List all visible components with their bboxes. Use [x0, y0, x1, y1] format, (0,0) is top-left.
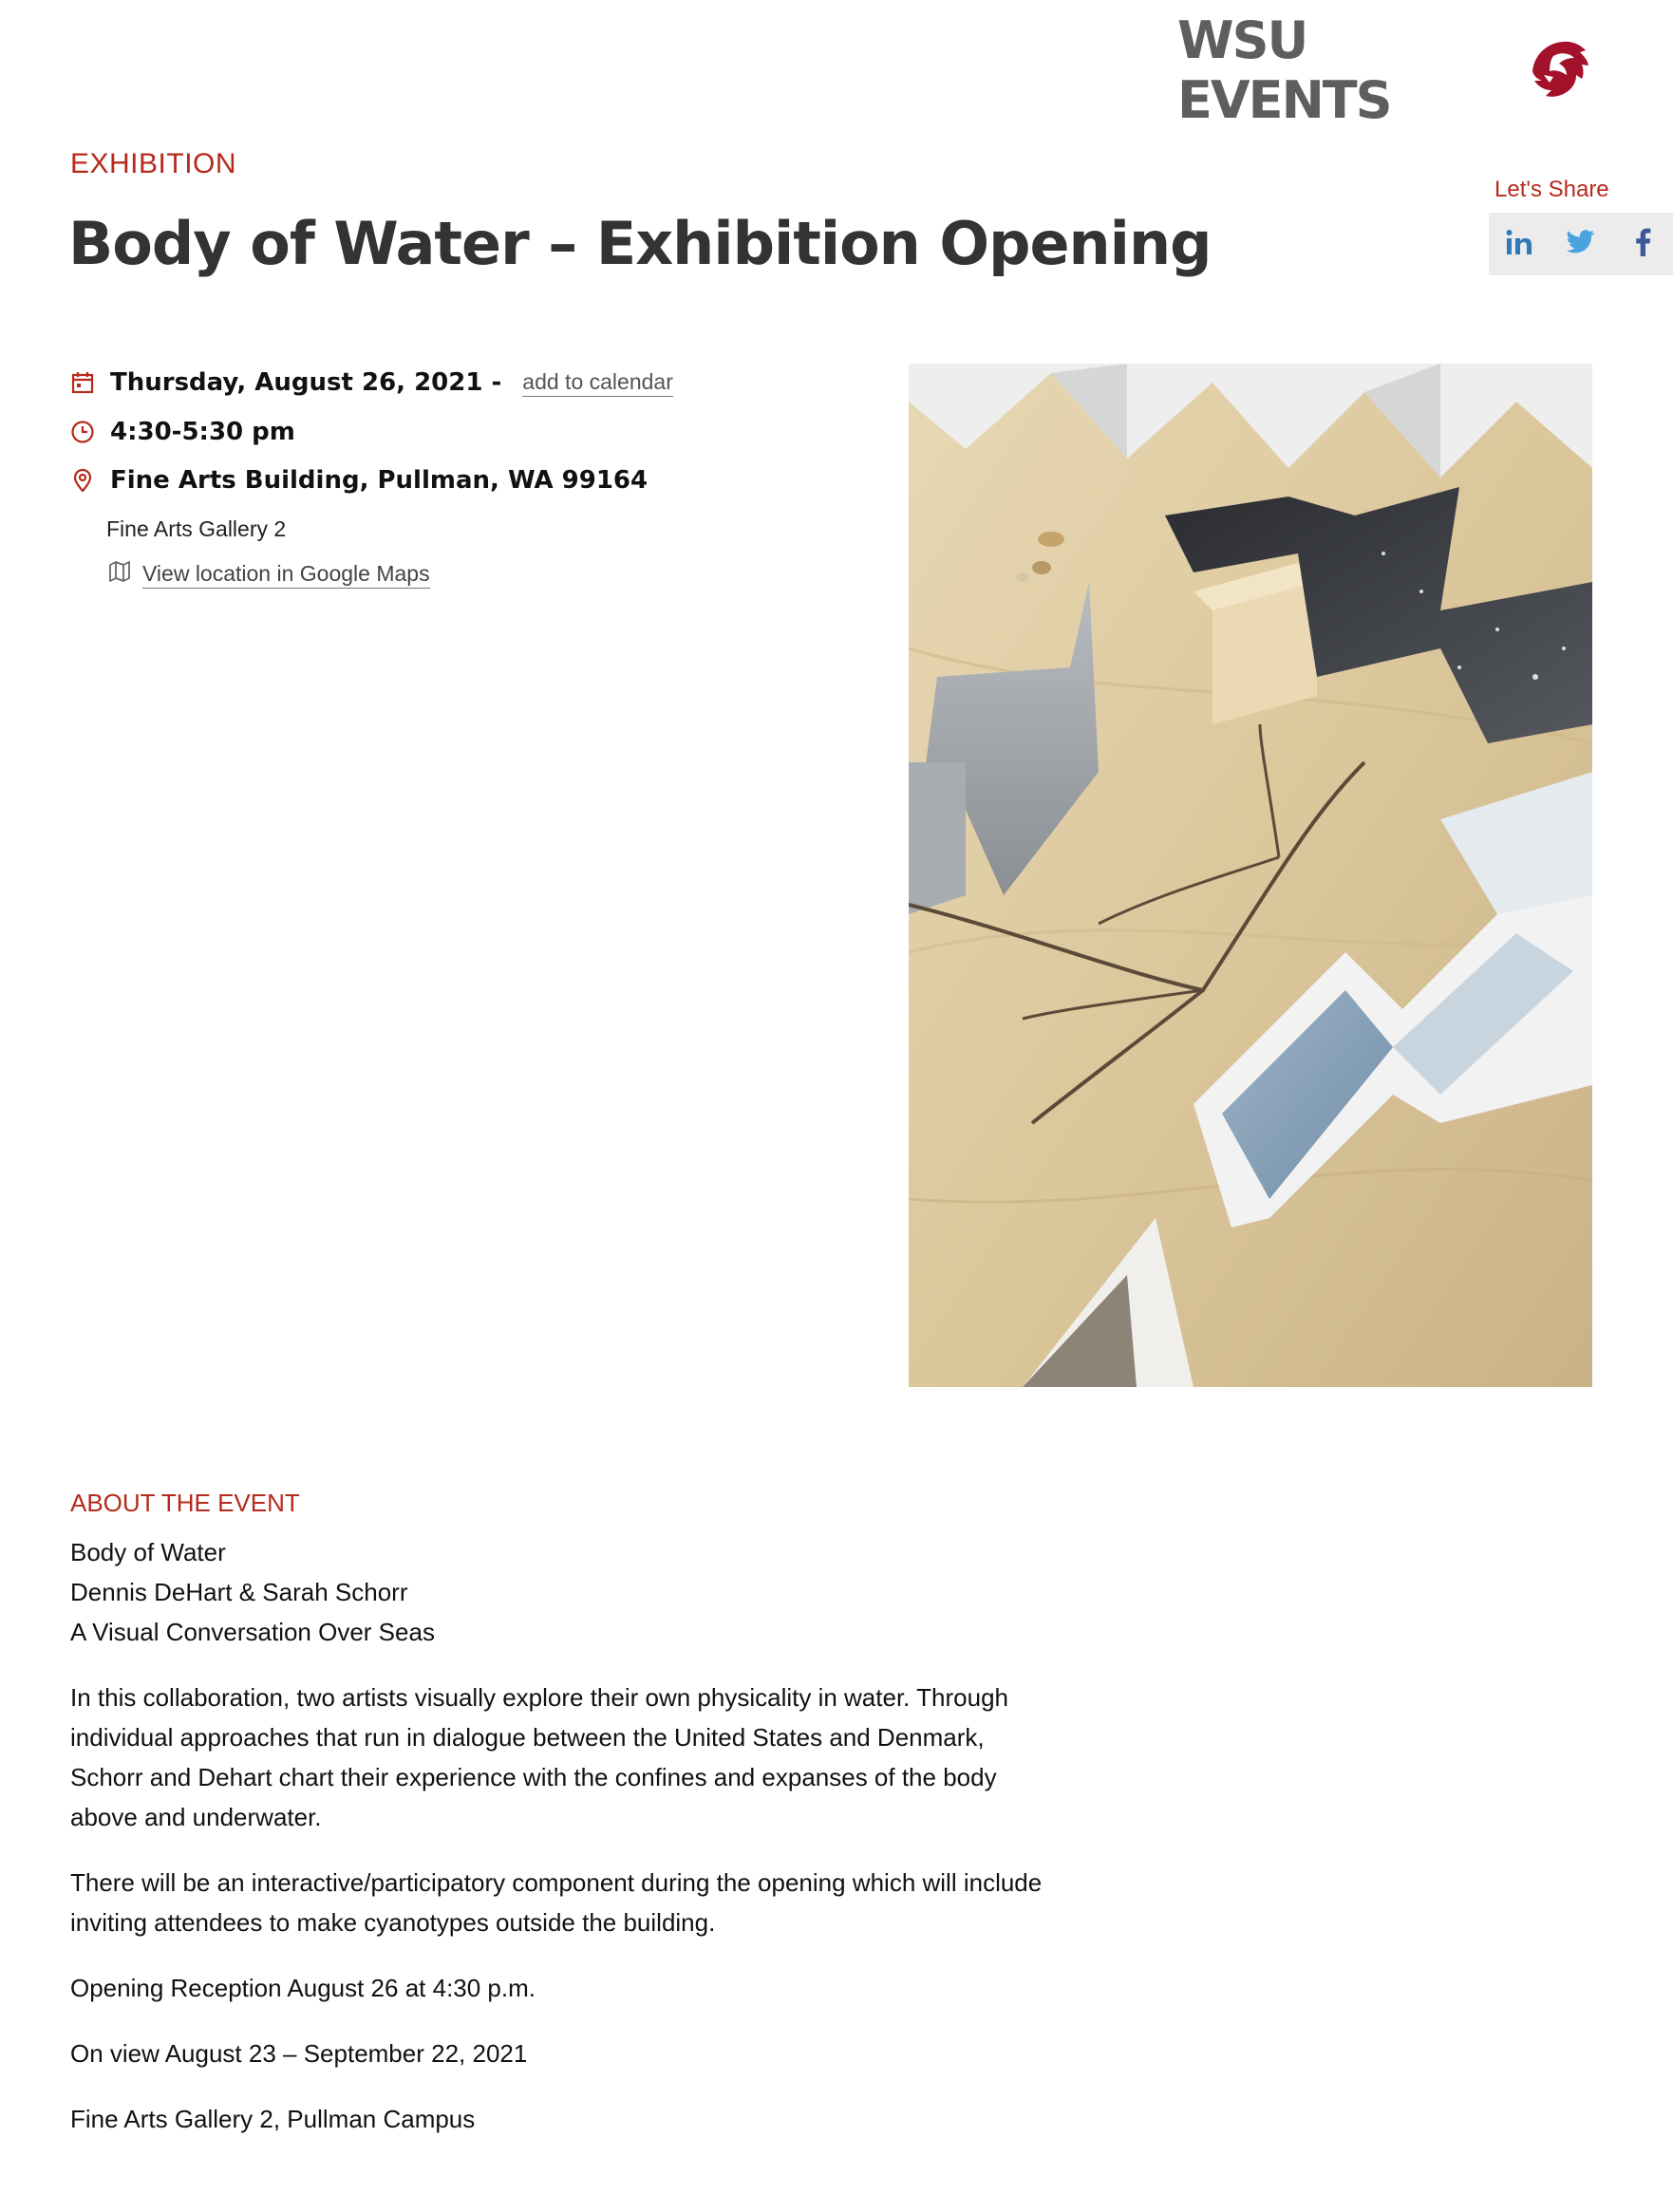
- share-twitter-button[interactable]: [1554, 217, 1607, 271]
- event-sub-location: Fine Arts Gallery 2: [106, 516, 287, 541]
- add-to-calendar-link[interactable]: add to calendar: [522, 369, 673, 397]
- page-title: Body of Water – Exhibition Opening: [68, 209, 1212, 278]
- calendar-icon: [70, 370, 95, 395]
- facebook-icon: [1634, 228, 1651, 261]
- about-paragraph: Opening Reception August 26 at 4:30 p.m.: [70, 1974, 536, 2002]
- about-paragraph: On view August 23 – September 22, 2021: [70, 2039, 528, 2068]
- about-intro-lines: [70, 1532, 1058, 1652]
- share-bar: [1489, 213, 1673, 275]
- about-heading: ABOUT THE EVENT: [70, 1489, 300, 1517]
- share-facebook-button[interactable]: [1616, 217, 1669, 271]
- brand-title: WSU EVENTS: [1177, 10, 1391, 130]
- clock-icon: [70, 420, 95, 444]
- about-line: A Visual Conversation Over Seas: [70, 1618, 435, 1646]
- event-photo: [909, 364, 1592, 1387]
- about-line: Dennis DeHart & Sarah Schorr: [70, 1578, 408, 1606]
- site-brand[interactable]: [1177, 10, 1595, 130]
- event-category: EXHIBITION: [70, 148, 237, 179]
- event-time-row: [70, 418, 295, 446]
- event-date: Thursday, August 26, 2021 -: [110, 368, 502, 397]
- about-paragraph: Fine Arts Gallery 2, Pullman Campus: [70, 2105, 476, 2133]
- map-icon: [108, 560, 131, 589]
- share-linkedin-button[interactable]: [1493, 217, 1546, 271]
- about-body: [70, 1532, 1058, 2165]
- map-pin-icon: [70, 468, 95, 493]
- event-location: Fine Arts Building, Pullman, WA 99164: [110, 466, 649, 495]
- google-maps-link[interactable]: [108, 560, 430, 589]
- google-maps-link-label: View location in Google Maps: [142, 561, 430, 589]
- cougar-head-logo-icon: [1525, 33, 1595, 108]
- share-label: Let's Share: [1494, 177, 1609, 202]
- event-time: 4:30-5:30 pm: [110, 418, 295, 446]
- event-location-row: [70, 466, 648, 495]
- linkedin-icon: [1505, 228, 1533, 261]
- twitter-icon: [1567, 230, 1595, 259]
- about-line: Body of Water: [70, 1538, 226, 1566]
- about-paragraph: In this collaboration, two artists visually explore their own physicality in water. Through individual approaches that run in dialogue between the United States and Denmark, Schorr and Dehart chart their experience with the confines and expanses of the body above and underwater.: [70, 1683, 1008, 1831]
- about-paragraph: There will be an interactive/participatory component during the opening which will include inviting attendees to make cyanotypes outside the building.: [70, 1868, 1043, 1937]
- event-date-row: [70, 368, 673, 397]
